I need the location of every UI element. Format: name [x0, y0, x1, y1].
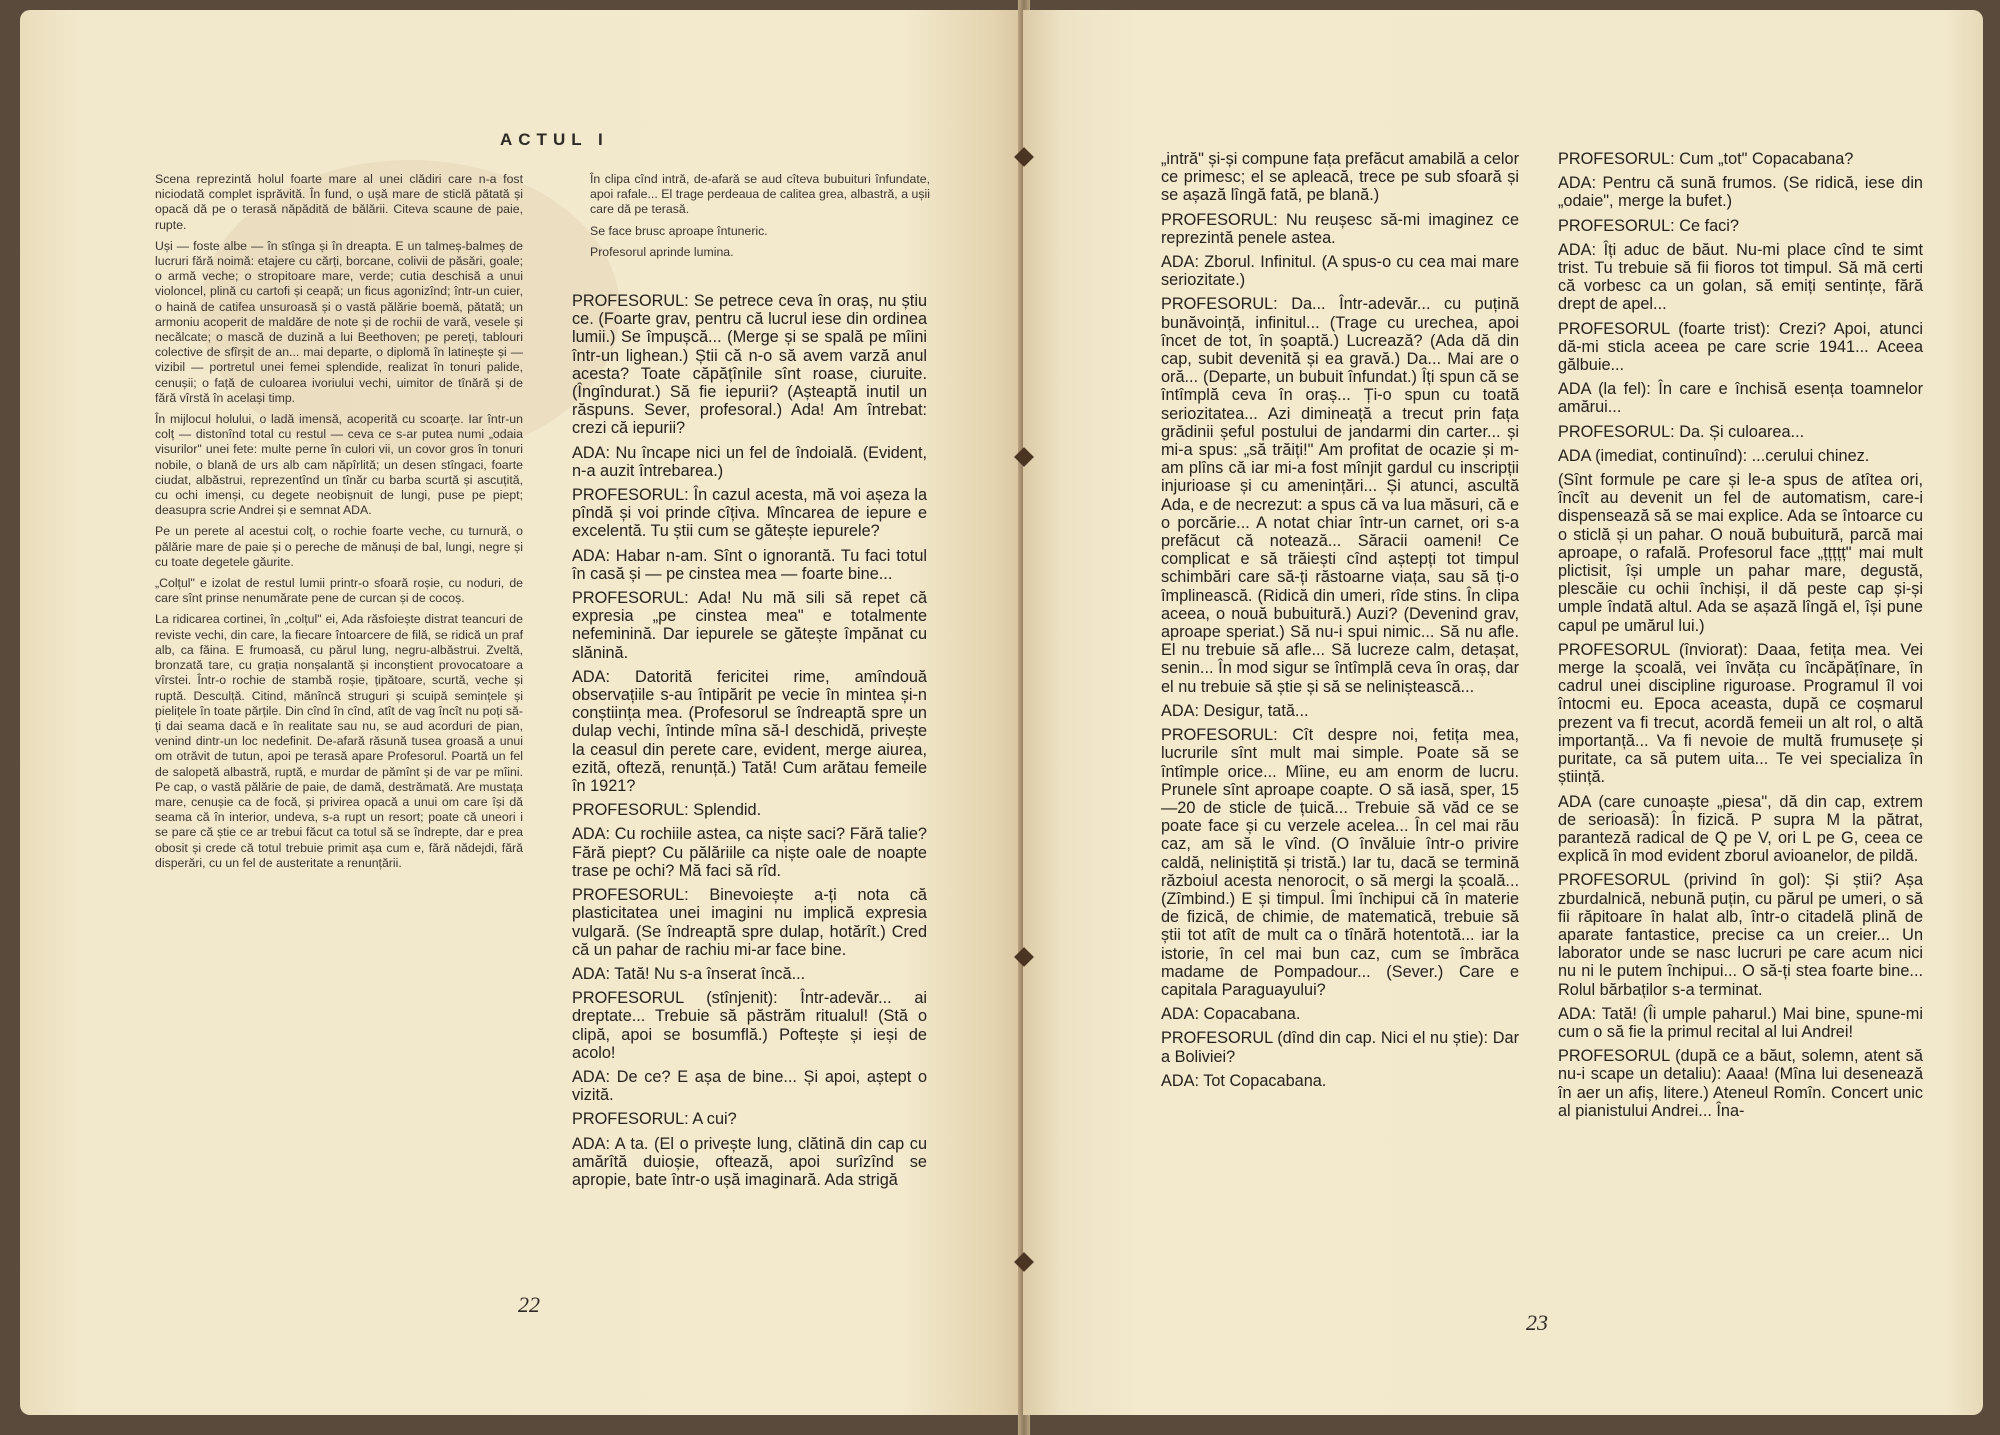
stage-direction: Profesorul aprinde lumina.: [590, 244, 734, 259]
dialogue-line: ADA: Desigur, tată...: [1161, 701, 1309, 720]
stage-direction: La ridicarea cortinei, în „colțul" ei, Ada răsfoiește distrat teancuri de reviste vechi, din care, la fiecare întoarcere de filă, se ridică un praf alb, ca făina. E frumoasă, cu părul lung, negru-albăstrui. Zveltă, bronzată tare, cu grația nonșalantă și inconștient provocatoare a vîrstei. Într-o rochie de stambă roșie, țipătoare, scurtă, veche și ruptă. Desculță. Citind, mănîncă struguri și scuipă semințele și pielițele în toate părțile. Din cînd în cînd, atît de vag încît nu poți să-ți dai seama dacă e în realitate sau nu, se aud acorduri de pian, venind dintr-un loc nedefinit. De-afară răsună tusea groasă a unui om otrăvit de tutun, apoi pe terasă apare Profesorul. Poartă un fel de salopetă albastră, ruptă, e murdar de pămînt și de var pe mîini. Pe cap, o vastă pălărie de paie, de damă, destrămată. Are mustața mare, cenușie ca de focă, și privirea opacă a unui om care își dă seama că în interior, undeva, s-a rupt un resort; poate că uneori i se pare că știe ce ar trebui făcut ca totul să se îndrepte, dar e prea obosit și crede că totul trebuie primit așa cum e, fără nădejdi, fără disperări, cu un fel de austeritate a renunțării.: [155, 612, 523, 870]
page-number: 22: [518, 1292, 540, 1317]
dialogue-line: ADA: Datorită fericitei rime, amîndouă observațiile s-au întipărit pe vecie în mintea și-n conștiința mea. (Profesorul se îndreaptă spre un dulap vechi, întinde mîna să-l deschidă, privește la ceasul din perete care, evident, merge aiurea, ezită, ofteză, renunță.) Tată! Cum arătau femeile în 1921?: [572, 667, 927, 796]
right-page: [1023, 10, 1983, 1415]
stage-direction: În clipa cînd intră, de-afară se aud cîteva bubuituri înfundate, apoi rafale... El trage perdeaua de calitea grea, albastră, a ușii care dă pe terasă.: [590, 172, 930, 217]
dialogue-line: PROFESORUL: Se petrece ceva în oraș, nu știu ce. (Foarte grav, pentru că lucrul iese din ordinea lumii.) Se împușcă... (Merge și se spală pe mîini într-un lighean.) Știi că n-o să avem varză anul acesta? Toate căpățînile sînt roase, ciuruite. (Îngîndurat.) Să fie iepurii? (Așteaptă inutil un răspuns. Sever, profesoral.) Ada! Am întrebat: crezi că iepurii?: [572, 292, 927, 438]
dialogue-right-column-2: [1558, 150, 1923, 1126]
dialogue-line: PROFESORUL (după ce a băut, solemn, atent să nu-i scape un detaliu): Aaaa! (Mîna lui desenează în aer un afiș, litere.) Ateneul Romîn. Concert unic al pianistului Andrei... Îna-: [1558, 1047, 1923, 1120]
dialogue-line: PROFESORUL: A cui?: [572, 1110, 737, 1129]
dialogue-line: „intră" și-și compune fața prefăcut amabilă a celor ce primesc; el se apleacă, trece pe sub sfoară și se așază lîngă fată, pe blană.): [1161, 150, 1519, 205]
act-heading: ACTUL I: [500, 130, 609, 149]
dialogue-line: PROFESORUL: Cum „tot" Copacabana?: [1558, 150, 1854, 168]
dialogue-line: PROFESORUL (privind în gol): Și știi? Așa zburdalnică, nebună puțin, cu părul pe umeri, o să fii răpitoare în halat alb, într-o citadelă plină de aparate fantastice, precise ca un creier... Un laborator unde se nasc lucruri pe care acum nici nu ni le putem închipui... O să-ți stea foarte bine... Rolul bărbaților s-a terminat.: [1558, 871, 1923, 999]
stage-directions-right: [590, 172, 930, 266]
stage-direction: Se face brusc aproape întuneric.: [590, 223, 768, 238]
left-page: [20, 10, 1023, 1415]
dialogue-line: ADA: Zborul. Infinitul. (A spus-o cu cea mai mare seriozitate.): [1161, 253, 1519, 290]
dialogue-line: PROFESORUL: Splendid.: [572, 801, 762, 820]
dialogue-left: [572, 292, 927, 1195]
dialogue-line: PROFESORUL: Da. Și culoarea...: [1558, 422, 1805, 441]
dialogue-line: PROFESORUL: Nu reușesc să-mi imaginez ce reprezintă penele astea.: [1161, 210, 1519, 247]
dialogue-line: PROFESORUL (foarte trist): Crezi? Apoi, atunci dă-mi sticla aceea pe care scrie 1941... Aceea gălbuie...: [1558, 319, 1923, 375]
dialogue-line: PROFESORUL (înviorat): Daaa, fetița mea. Vei merge la școală, vei învăța cu încăpățînare, în cadrul unei discipline riguroase. Programul îl voi întocmi eu. Epoca aceasta, după ce coșmarul prezent va fi trecut, acordă femeii un alt rol, o altă importanță... Va fi nevoie de multă frumusețe și puritate, ca să putem uita... Te vei specializa în știință.: [1558, 640, 1923, 787]
dialogue-line: ADA: Tot Copacabana.: [1161, 1071, 1327, 1090]
stage-direction: Scena reprezintă holul foarte mare al unei clădiri care n-a fost niciodată complet isprăvită. În fund, o ușă mare de sticlă pătată și opacă dă pe o terasă năpădită de bălării. Citeva scaune de paie, rupte.: [155, 172, 523, 232]
dialogue-line: ADA: Nu încape nici un fel de îndoială. (Evident, n-a auzit întrebarea.): [572, 443, 927, 480]
dialogue-right-column-1: [1161, 150, 1519, 1096]
dialogue-line: PROFESORUL: Ada! Nu mă sili să repet că expresia „pe cinstea mea" e totalmente nefeminină. Dar iepurele se gătește împănat cu slănină.: [572, 589, 927, 662]
dialogue-line: PROFESORUL: Da... Într-adevăr... cu puțină bunăvoință, infinitul... (Trage cu urechea, apoi încet de tot, în șoaptă.) Lucrează? (Ada dă din cap, subit devenită și ea gravă.) Da... Mai are o oră... (Departe, un bubuit înfundat.) Îți spun că se întîmplă ceva în oraș... Ți-o spun cu toată seriozitatea... Azi dimineață a trecut prin fața grădinii șeful postului de jandarmi din carter... și mi-a spus: „să trăiți!" Am profitat de ocazie și m-am plîns că iar mi-a fost mînjit gardul cu inscripții injurioase și cu amenințări... Și atunci, ascultă Ada, e de necrezut: a spus că va lua măsuri, că e o porcărie... A notat chiar într-un carnet, ori s-a prefăcut că notează... Săracii oameni! Ce complicat e să trăiești cînd aștepți tot timpul schimbări care să-ți răstoarne viața, sau să ți-o împlinească. (Ridică din umeri, rîde stins. În clipa aceea, o nouă bubuitură.) Auzi? (Devenind grav, aproape speriat.) Să nu-i spui nimic... Să nu afle. El nu trebuie să afle... Să lucreze calm, detașat, senin... În mod sigur se întîmplă ceva în oraș, dar el nu trebuie să știe și să se neliniștească...: [1161, 295, 1519, 696]
stage-directions-left: [155, 172, 523, 877]
dialogue-line: PROFESORUL: În cazul acesta, mă voi așeza la pîndă și voi prinde cîțiva. Mîncarea de iepure e excelentă. Tu știi cum se gătește iepurele?: [572, 486, 927, 541]
dialogue-line: (Sînt formule pe care și le-a spus de atîtea ori, încît au devenit un fel de automatism, care-i dispensează să se mai explice. Ada se întoarce cu o sticlă și un pahar. O nouă bubuitură, parcă mai aproape, o rafală. Profesorul face „țțțțț" mai mult plictisit, își umple un pahar mare, degustă, plescăie cu ochii închiși, il dă peste cap și-și umple îndată altul. Ada se așază lîngă el, își pune capul pe umărul lui.): [1558, 471, 1923, 635]
dialogue-line: ADA: Habar n-am. Sînt o ignorantă. Tu faci totul în casă și — pe cinstea mea — foarte bine...: [572, 546, 927, 583]
dialogue-line: ADA: Pentru că sună frumos. (Se ridică, iese din „odaie", merge la bufet.): [1558, 174, 1923, 211]
dialogue-line: ADA (la fel): În care e închisă esența toamnelor amărui...: [1558, 380, 1923, 417]
stage-direction: „Colțul" e izolat de restul lumii printr-o sfoară roșie, cu noduri, de care sînt prinse nenumărate pene de curcan și de cocoș.: [155, 576, 523, 606]
dialogue-line: ADA: Cu rochiile astea, ca niște saci? Fără talie? Fără piept? Cu pălăriile ca niște oale de noapte trase pe ochi? Mă faci să rîd.: [572, 825, 927, 880]
dialogue-line: ADA (imediat, continuînd): ...cerului chinez.: [1558, 446, 1870, 465]
dialogue-line: ADA: A ta. (El o privește lung, clătină din cap cu amărîtă duioșie, oftează, apoi surîzînd se apropie, bate într-o ușă imaginară. Ada strigă: [572, 1134, 927, 1189]
dialogue-line: ADA: Tată! (Îi umple paharul.) Mai bine, spune-mi cum o să fie la primul recital al lui Andrei!: [1558, 1004, 1923, 1041]
page-number: 23: [1526, 1310, 1548, 1335]
stage-direction: În mijlocul holului, o ladă imensă, acoperită cu scoarțe. Iar într-un colț — distonînd total cu restul — ceva ce s-ar putea numi „odaia visurilor" unei fete: multe perne în culori vii, un covor gros în tonuri nobile, o blană de urs alb cam năpîrlită; un desen stîngaci, foarte ciudat, albăstrui, reprezentînd un tînăr cu barba scurtă și ascuțită, cu ochi imenși, cu degete neobișnuit de lungi, puse pe piept; deasupra scrie Andrei și e semnat ADA.: [155, 412, 523, 518]
dialogue-line: ADA: Tată! Nu s-a înserat încă...: [572, 964, 806, 983]
stage-direction: Pe un perete al acestui colț, o rochie foarte veche, cu turnură, o pălărie mare de paie și o pereche de mănuși de bal, lungi, negre și cu toate degetele găurite.: [155, 524, 523, 569]
dialogue-line: PROFESORUL (dînd din cap. Nici el nu știe): Dar a Boliviei?: [1161, 1029, 1519, 1066]
dialogue-line: PROFESORUL (stînjenit): Într-adevăr... ai dreptate... Trebuie să păstrăm ritualul! (Stă o clipă, apoi se bosumflă.) Poftește și ieși de acolo!: [572, 989, 927, 1062]
dialogue-line: PROFESORUL: Binevoiește a-ți nota că plasticitatea unei imagini nu implică expresia vulgară. (Se îndreaptă spre dulap, hotărît.) Cred că un pahar de rachiu mi-ar face bine.: [572, 886, 927, 959]
dialogue-line: ADA: Îți aduc de băut. Nu-mi place cînd te simt trist. Tu trebuie să fii fioros tot timpul. Să mă certi că vorbesc ca un golan, să emiți sentințe, fără drept de apel...: [1558, 240, 1923, 314]
dialogue-line: PROFESORUL: Cît despre noi, fetița mea, lucrurile sînt mult mai simple. Poate să se întîmple orice... Mîine, eu am enorm de lucru. Prunele sînt aproape coapte. O să iasă, sper, 15—20 de sticle de țuică... Trebuie să văd ce se poate face și cu verzele acelea... În cel mai rău caz, am să le vînd. (O învăluie într-o privire caldă, neliniștită și tristă.) Iar tu, dacă se termină războiul acesta nenorocit, o să mergi la școală... (Zîmbind.) E și timpul. Îmi închipui că în materie de fizică, de chimie, de matematică, trebuie să știi tot atît de mult ca o tînără hotentotă... iar la istorie, în cel mai bun caz, cum se îmbrăca madame de Pompadour... (Sever.) Care e capitala Paraguayului?: [1161, 726, 1519, 999]
dialogue-line: ADA: De ce? E așa de bine... Și apoi, aștept o vizită.: [572, 1067, 927, 1105]
dialogue-line: ADA: Copacabana.: [1161, 1005, 1301, 1024]
stage-direction: Uși — foste albe — în stînga și în dreapta. E un talmeș-balmeș de lucruri fără noimă: etajere cu cărți, borcane, colivii de păsări, goale; o armă veche; o stropitoare mare, verde; cutia deschisă a unui violoncel, plină cu cartofi și ceapă; un ficus agonizînd; într-un cuier, o haină de catifea unsuroasă și o vastă pălărie boemă, pătată; un armoniu acoperit de maldăre de note și de rochii de vară, vesele și necălcate; o mască de duzină a lui Beethoven; pe pereți, tablouri colective de sfîrșit de an... mai departe, o diplomă în latinește și — vizibil — portretul unei femei splendide, realizat în tonuri palide, cenușii; o față de culoarea ivoriului vechi, uimitor de tînără și de fără vîrstă în același timp.: [155, 238, 523, 405]
dialogue-line: ADA (care cunoaște „piesa", dă din cap, extrem de serioasă): În fizică. P supra M la pătrat, paranteză radical de Q pe V, ori L pe G, ceea ce explică în mod evident zborul avioanelor, de pildă.: [1558, 792, 1923, 866]
book-spread: [8, 0, 1992, 1435]
dialogue-line: PROFESORUL: Ce faci?: [1558, 216, 1739, 235]
